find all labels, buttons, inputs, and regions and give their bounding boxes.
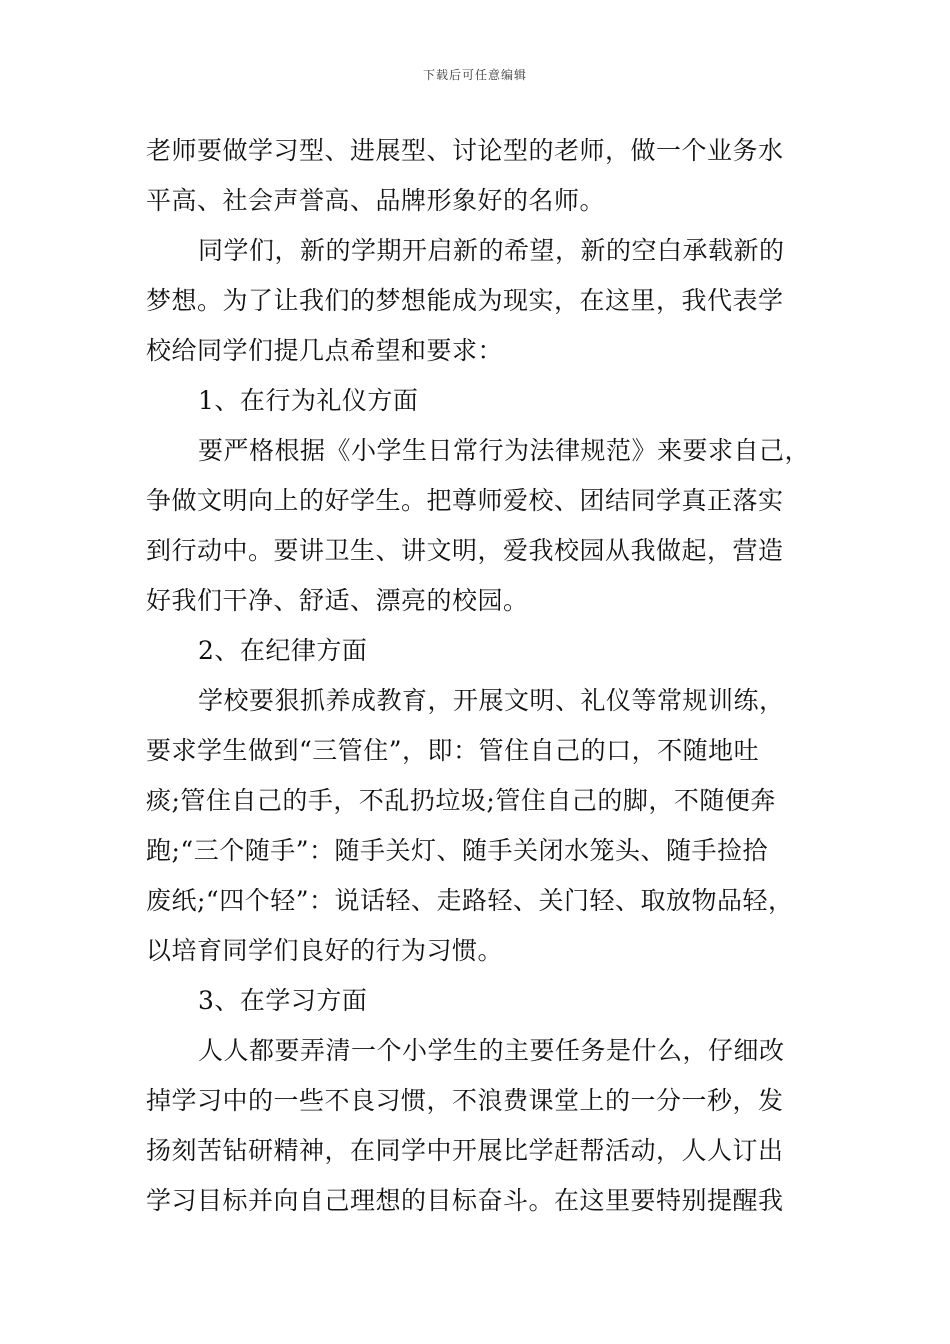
- page-header: 下载后可任意编辑: [422, 68, 527, 82]
- text-line: 到行动中。要讲卫生、讲文明，爱我校园从我做起，营造: [146, 536, 784, 565]
- text-line: 2、在纪律方面: [198, 636, 368, 665]
- text-line: 平高、社会声誉高、品牌形象好的名师。: [146, 186, 606, 215]
- text-line: 3、在学习方面: [198, 986, 368, 1015]
- text-line: 废纸;“四个轻”：说话轻、走路轻、关门轻、取放物品轻，: [146, 886, 794, 915]
- text-line: 人人都要弄清一个小学生的主要任务是什么，仔细改: [198, 1036, 785, 1065]
- text-line: 同学们，新的学期开启新的希望，新的空白承载新的: [198, 236, 785, 265]
- text-line: 好我们干净、舒适、漂亮的校园。: [146, 586, 529, 615]
- document-body: [146, 126, 826, 1226]
- text-line: 以培育同学们良好的行为习惯。: [146, 936, 504, 965]
- text-line: 1、在行为礼仪方面: [198, 386, 419, 415]
- text-line: 痰;管住自己的手，不乱扔垃圾;管住自己的脚，不随便奔: [146, 786, 776, 815]
- text-line: 扬刻苦钻研精神，在同学中开展比学赶帮活动，人人订出: [146, 1136, 784, 1165]
- text-line: 梦想。为了让我们的梦想能成为现实，在这里，我代表学: [146, 286, 784, 315]
- text-line: 争做文明向上的好学生。把尊师爱校、团结同学真正落实: [146, 486, 784, 515]
- text-line: 学习目标并向自己理想的目标奋斗。在这里要特别提醒我: [146, 1186, 784, 1215]
- text-line: 要求学生做到“三管住”，即：管住自己的口，不随地吐: [146, 736, 760, 765]
- text-line: 掉学习中的一些不良习惯，不浪费课堂上的一分一秒，发: [146, 1086, 784, 1115]
- text-line: 老师要做学习型、进展型、讨论型的老师，做一个业务水: [146, 136, 784, 165]
- text-line: 学校要狠抓养成教育，开展文明、礼仪等常规训练，: [198, 686, 785, 715]
- text-line: 跑;“三个随手”：随手关灯、随手关闭水笼头、随手捡拾: [146, 836, 768, 865]
- text-line: 要严格根据《小学生日常行为法律规范》来要求自己，: [198, 436, 811, 465]
- text-line: 校给同学们提几点希望和要求：: [146, 336, 504, 365]
